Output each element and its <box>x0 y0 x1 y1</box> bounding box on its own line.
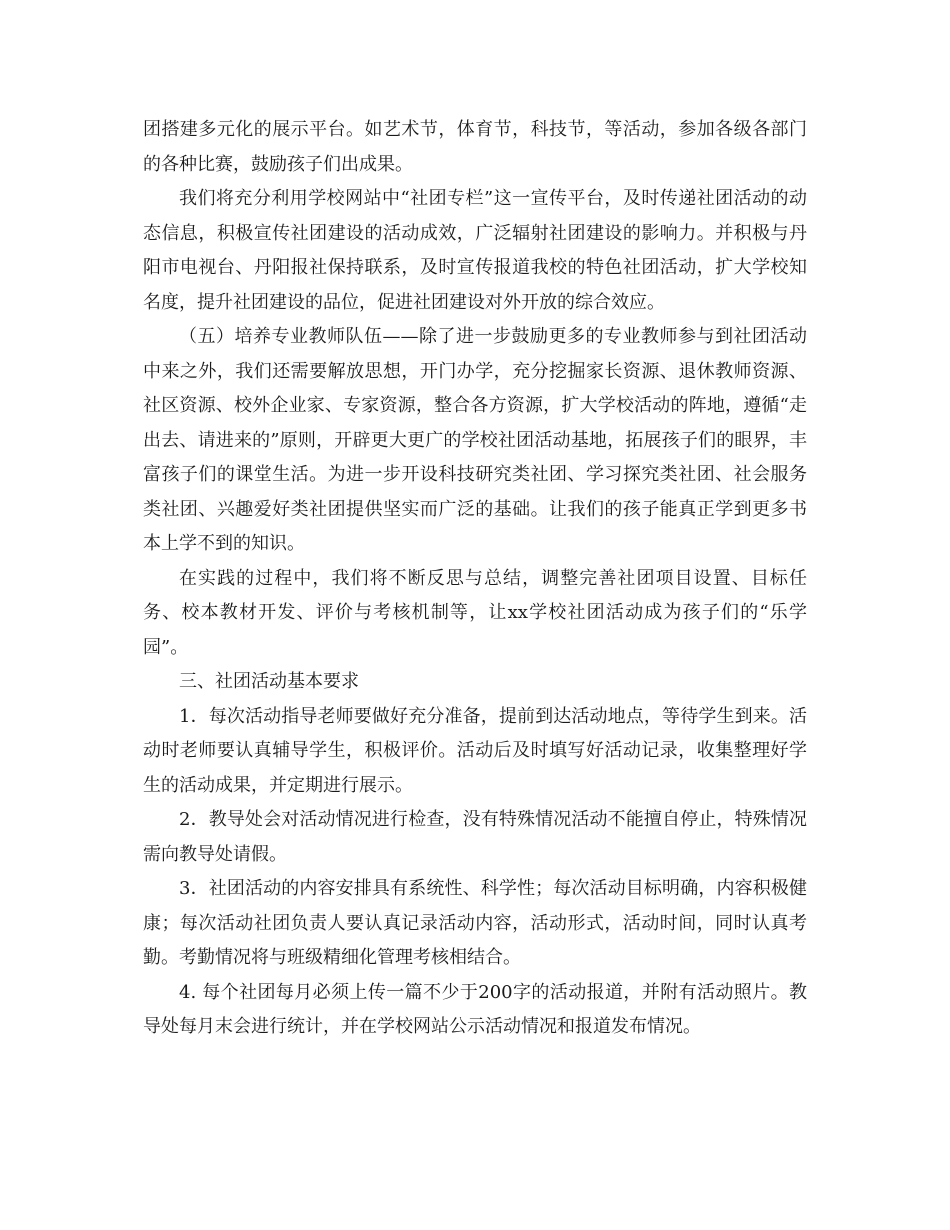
document-body <box>143 113 807 1045</box>
section-heading-basic-requirements: 三、社团活动基本要求 <box>179 671 359 692</box>
paragraph-teacher-team: （五）培养专业教师队伍——除了进一步鼓励更多的专业教师参与到社团活动中来之外，我们还需要解放思想，开门办学，充分挖掘家长资源、退休教师资源、社区资源、校外企业家、专家资源，整合各方资源，扩大学校活动的阵地，遵循“走出去、请进来的”原则，开辟更大更广的学校社团活动基地，拓展孩子们的眼界，丰富孩子们的课堂生活。为进一步开设科技研究类社团、学习探究类社团、社会服务类社团、兴趣爱好类社团提供坚实而广泛的基础。让我们的孩子能真正学到更多书本上学不到的知识。 <box>143 326 807 554</box>
requirement-item-3: 3．社团活动的内容安排具有系统性、科学性；每次活动目标明确，内容积极健康；每次活动社团负责人要认真记录活动内容，活动形式，活动时间，同时认真考勤。考勤情况将与班级精细化管理考核相结合。 <box>143 878 807 968</box>
paragraph-continued-showcase: 团搭建多元化的展示平台。如艺术节，体育节，科技节，等活动，参加各级各部门的各种比赛，鼓励孩子们出成果。 <box>143 119 807 175</box>
paragraph-practice-reflection: 在实践的过程中，我们将不断反思与总结，调整完善社团项目设置、目标任务、校本教材开发、评价与考核机制等，让xx学校社团活动成为孩子们的“乐学园”。 <box>143 567 807 658</box>
paragraph-website-publicity: 我们将充分利用学校网站中“社团专栏”这一宣传平台，及时传递社团活动的动态信息，积极宣传社团建设的活动成效，广泛辐射社团建设的影响力。并积极与丹阳市电视台、丹阳报社保持联系，及时宣传报道我校的特色社团活动，扩大学校知名度，提升社团建设的品位，促进社团建设对外开放的综合效应。 <box>143 188 807 313</box>
requirement-item-1: 1．每次活动指导老师要做好充分准备，提前到达活动地点，等待学生到来。活动时老师要认真辅导学生，积极评价。活动后及时填写好活动记录，收集整理好学生的活动成果，并定期进行展示。 <box>143 705 807 796</box>
requirement-item-2: 2．教导处会对活动情况进行检查，没有特殊情况活动不能擅自停止，特殊情况需向教导处请假。 <box>143 809 807 865</box>
requirement-item-4: 4. 每个社团每月必须上传一篇不少于200字的活动报道，并附有活动照片。教导处每月末会进行统计，并在学校网站公示活动情况和报道发布情况。 <box>143 981 807 1037</box>
